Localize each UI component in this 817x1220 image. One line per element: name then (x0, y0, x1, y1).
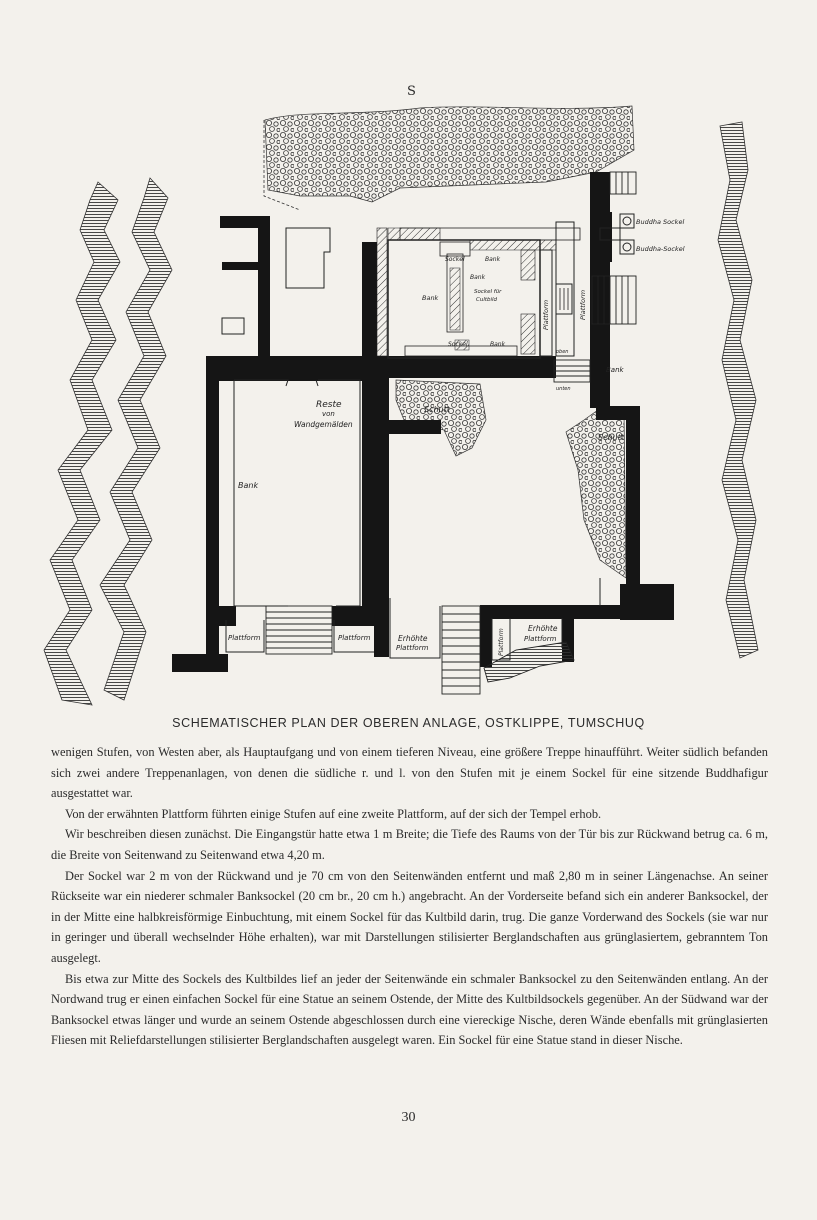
label-buddha-sockel-1: Buddha Sockel (636, 218, 685, 226)
label-erhoehte-1: Erhöhte (398, 634, 428, 643)
label-wandgemaelden: Wandgemälden (294, 420, 353, 429)
label-sockel-bottom: Sockel (448, 341, 468, 348)
site-plan (0, 95, 817, 715)
paragraph-3: Wir beschreiben diesen zunächst. Die Eingangstür hatte etwa 1 m Breite; die Tiefe des Raums von der Tür bis zur Rückwand betrug ca. 6 m, die Breite von Seitenwand zu Seitenwand etwa 4,20 m. (51, 827, 768, 862)
label-plattform-vertical-1: Plattform (542, 299, 550, 330)
schutt-rubble-left (396, 380, 486, 456)
label-bank-bottom: Bank (490, 341, 506, 348)
paragraph-5: Bis etwa zur Mitte des Sockels des Kultbildes lief an jeder der Seitenwände ein schmaler Banksockel zu den Seitenwänden entlang. An der Nordwand trug er einen einfachen Sockel für eine Statue an seinem Ostende, der Mitte des Kultbildsockels gegenüber. An der Südwand war der Banksockel etwas länger und wurde an seinem Ostende abgeschlossen durch eine viereckige Nische, deren Wände ebenfalls mit grünglasierten Fliesen mit Reliefdarstellungen stilisierter Berglandschaften ausgelegt waren. Ein Sockel für eine Statue stand in dieser Nische. (51, 971, 768, 1048)
body-text (51, 742, 768, 1051)
label-erhoehte-2: Erhöhte (528, 624, 558, 633)
label-bank-left: Bank (422, 294, 439, 302)
cliff-right (718, 122, 758, 658)
paragraph-2: Von der erwähnten Plattform führten einige Stufen auf eine zweite Plattform, auf der sich der Tempel erhob. (65, 806, 602, 821)
paragraph-1: wenigen Stufen, von Westen aber, als Hauptaufgang und von einem tieferen Niveau, eine größere Treppe hinaufführt. Weiter südlich befanden sich zwei andere Treppenanlagen, von denen die südliche r. und l. von den Stufen mit je einem Sockel für eine sitzende Buddhafigur ausgestattet war. (51, 745, 768, 801)
cliff-left-outer (44, 182, 120, 705)
figure-caption: SCHEMATISCHER PLAN DER OBEREN ANLAGE, OSTKLIPPE, TUMSCHUQ (172, 716, 645, 730)
label-von: von (322, 410, 335, 418)
label-bank-right: Bank (606, 366, 624, 374)
label-reste: Reste (316, 400, 342, 410)
label-plattform-3: Plattform (396, 644, 429, 652)
compass-south-label: S (407, 84, 416, 99)
label-oben: oben (556, 349, 569, 355)
label-plattform-vertical-3: Plattform (498, 628, 505, 656)
label-plattform-4: Plattform (524, 635, 557, 643)
label-schutt-2: Schutt (598, 433, 624, 442)
label-plattform-vertical-2: Plattform (579, 289, 587, 320)
label-sockel-top: Sockel (445, 256, 465, 263)
label-plattform-1: Plattform (228, 634, 261, 642)
rubble-top (265, 106, 634, 202)
label-bank-main: Bank (238, 481, 259, 490)
label-buddha-sockel-2: Buddha-Sockel (636, 245, 685, 253)
label-cultbild: Cultbild (476, 297, 498, 303)
page-number: 30 (401, 1110, 416, 1125)
label-plattform-2: Plattform (338, 634, 371, 642)
label-sockel-fuer: Sockel für (474, 289, 502, 295)
label-schutt-1: Schutt (424, 405, 450, 414)
label-bank-inner: Bank (470, 274, 486, 281)
label-bank-top: Bank (485, 256, 501, 263)
paragraph-4: Der Sockel war 2 m von der Rückwand und je 70 cm von den Seitenwänden entfernt und maß 2,80 m in seiner Längenachse. An seiner Rückseite war ein niederer schmaler Banksockel (20 cm br., 20 cm h.) angebracht. An der Vorderseite befand sich ein anderer Banksockel, der in der Mitte eine halbkreisförmige Einbuchtung, mit einem Sockel für das Kultbild darin, trug. Die ganze Vorderwand des Sockels (sie war nur in geringer und überall wechselnder Höhe erhalten), war mit Darstellungen stilisierter Berglandschaften aus grünglasiertem, gebranntem Ton ausgelegt. (51, 868, 768, 965)
label-unten: unten (556, 386, 571, 392)
